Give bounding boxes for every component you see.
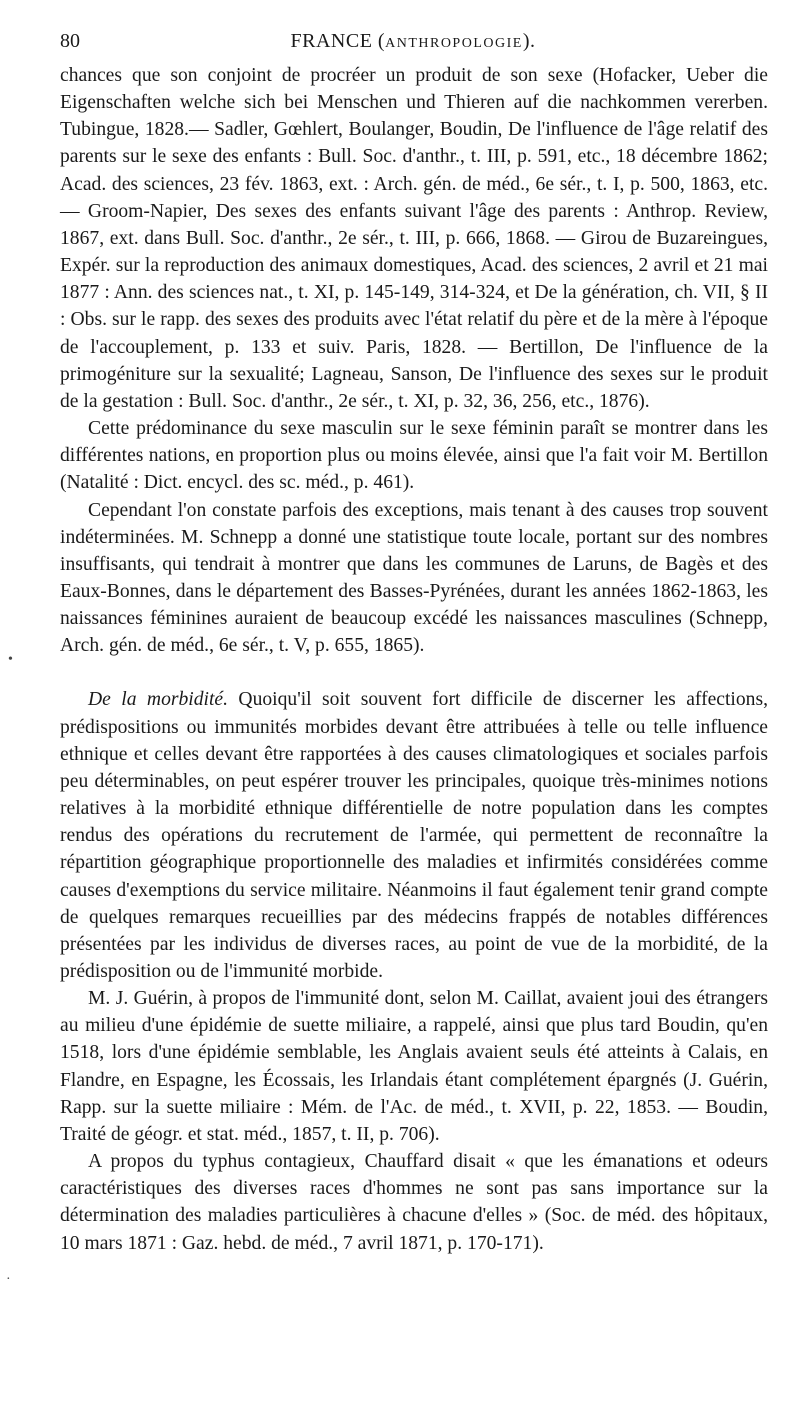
paragraph-morbidity-text: Quoiqu'il soit souvent fort difficile de discerner les affections, prédispositions ou immunités morbides devant être attribuées à telle ou telle influence ethnique et celles devant être rapportées à des causes climatologiques et sociales parfois peu déterminables, on peut espérer trouver les principales, quoique très-minimes notions relatives à la morbidité ethnique différentielle de notre population dans les comptes rendus des opérations du recrutement de l'armée, qui permettent de reconnaître la répartition géographique proportionnelle des maladies et infirmités considérées comme causes d'exemptions du service militaire. Néanmoins il faut également tenir grand compte de quelques remarques recueillies par des médecins frappés de notables différences présentées par les individus de diverses races, au point de vue de la morbidité, de la prédisposition ou de l'immunité morbide. [60, 689, 768, 982]
margin-dot: • [8, 652, 13, 667]
body-text [60, 62, 768, 1257]
section-heading-morbidity: De la morbidité. [88, 689, 229, 711]
margin-dot: · [6, 1272, 11, 1287]
running-header [58, 30, 768, 58]
paragraph-predominance: Cette prédominance du sexe masculin sur le sexe féminin paraît se montrer dans les différentes nations, en proportion plus ou moins élevée, ainsi que l'a fait voir M. Bertillon (Natalité : Dict. encycl. des sc. méd., p. 461). [60, 418, 768, 494]
paragraph-morbidity [60, 686, 768, 985]
paragraph-typhus: A propos du typhus contagieux, Chauffard disait « que les émanations et odeurs caractéristiques des diverses races d'hommes ne sont pas sans importance sur la détermination des maladies particulières à chacune d'elles » (Soc. de méd. des hôpitaux, 10 mars 1871 : Gaz. hebd. de méd., 7 avril 1871, p. 170-171). [60, 1151, 768, 1254]
paragraph-guerin: M. J. Guérin, à propos de l'immunité dont, selon M. Caillat, avaient joui des étrangers au milieu d'une épidémie de suette miliaire, a rappelé, ainsi que plus tard Boudin, qu'en 1518, lors d'une épidémie semblable, les Anglais avaient seuls été atteints à Calais, en Flandre, en Espagne, les Écossais, les Irlandais étant complétement épargnés (J. Guérin, Rapp. sur la suette miliaire : Mém. de l'Ac. de méd., t. XVII, p. 22, 1853. — Boudin, Traité de géogr. et stat. méd., 1857, t. II, p. 706). [60, 988, 768, 1145]
running-title [58, 30, 768, 53]
running-title-main: FRANCE ( [290, 30, 386, 52]
paragraph-bibliography: chances que son conjoint de procréer un produit de son sexe (Hofacker, Ueber die Eigenschaften welche sich bei Menschen und Thieren auf die nachkommen vererben. Tubingue, 1828.— Sadler, Gœhlert, Boulanger, Boudin, De l'influence de l'âge relatif des parents sur le sexe des enfants : Bull. Soc. d'anthr., t. III, p. 591, etc., 18 décembre 1862; Acad. des sciences, 23 fév. 1863, ext. : Arch. gén. de méd., 6e sér., t. I, p. 500, 1863, etc. — Groom-Napier, Des sexes des enfants suivant l'âge des parents : Anthrop. Review, 1867, ext. dans Bull. Soc. d'anthr., 2e sér., t. III, p. 666, 1868. — Girou de Buzareingues, Expér. sur la reproduction des animaux domestiques, Acad. des sciences, 2 avril et 21 mai 1877 : Ann. des sciences nat., t. XI, p. 145-149, 314-324, et De la génération, ch. VII, § II : Obs. sur le rapp. des sexes des produits avec l'état relatif du père et de la mère à l'époque de l'accouplement, p. 133 et suiv. Paris, 1828. — Bertillon, De l'influence de la primogéniture sur la sexualité; Lagneau, Sanson, De l'influence des sexes sur le produit de la gestation : Bull. Soc. d'anthr., 2e sér., t. XI, p. 32, 36, 256, etc., 1876). [60, 65, 768, 412]
running-title-small-caps: ANTHROPOLOGIE [385, 36, 523, 51]
page-number: 80 [60, 30, 80, 52]
running-title-end: ). [522, 30, 536, 52]
paragraph-exceptions: Cependant l'on constate parfois des exceptions, mais tenant à des causes trop souvent indéterminées. M. Schnepp a donné une statistique toute locale, portant sur des nombres insuffisants, qui tendrait à montrer que dans les communes de Laruns, de Bagès et des Eaux-Bonnes, dans le département des Basses-Pyrénées, durant les années 1862-1863, les naissances féminines auraient de beaucoup excédé les naissances masculines (Schnepp, Arch. gén. de méd., 6e sér., t. V, p. 655, 1865). [60, 499, 768, 657]
